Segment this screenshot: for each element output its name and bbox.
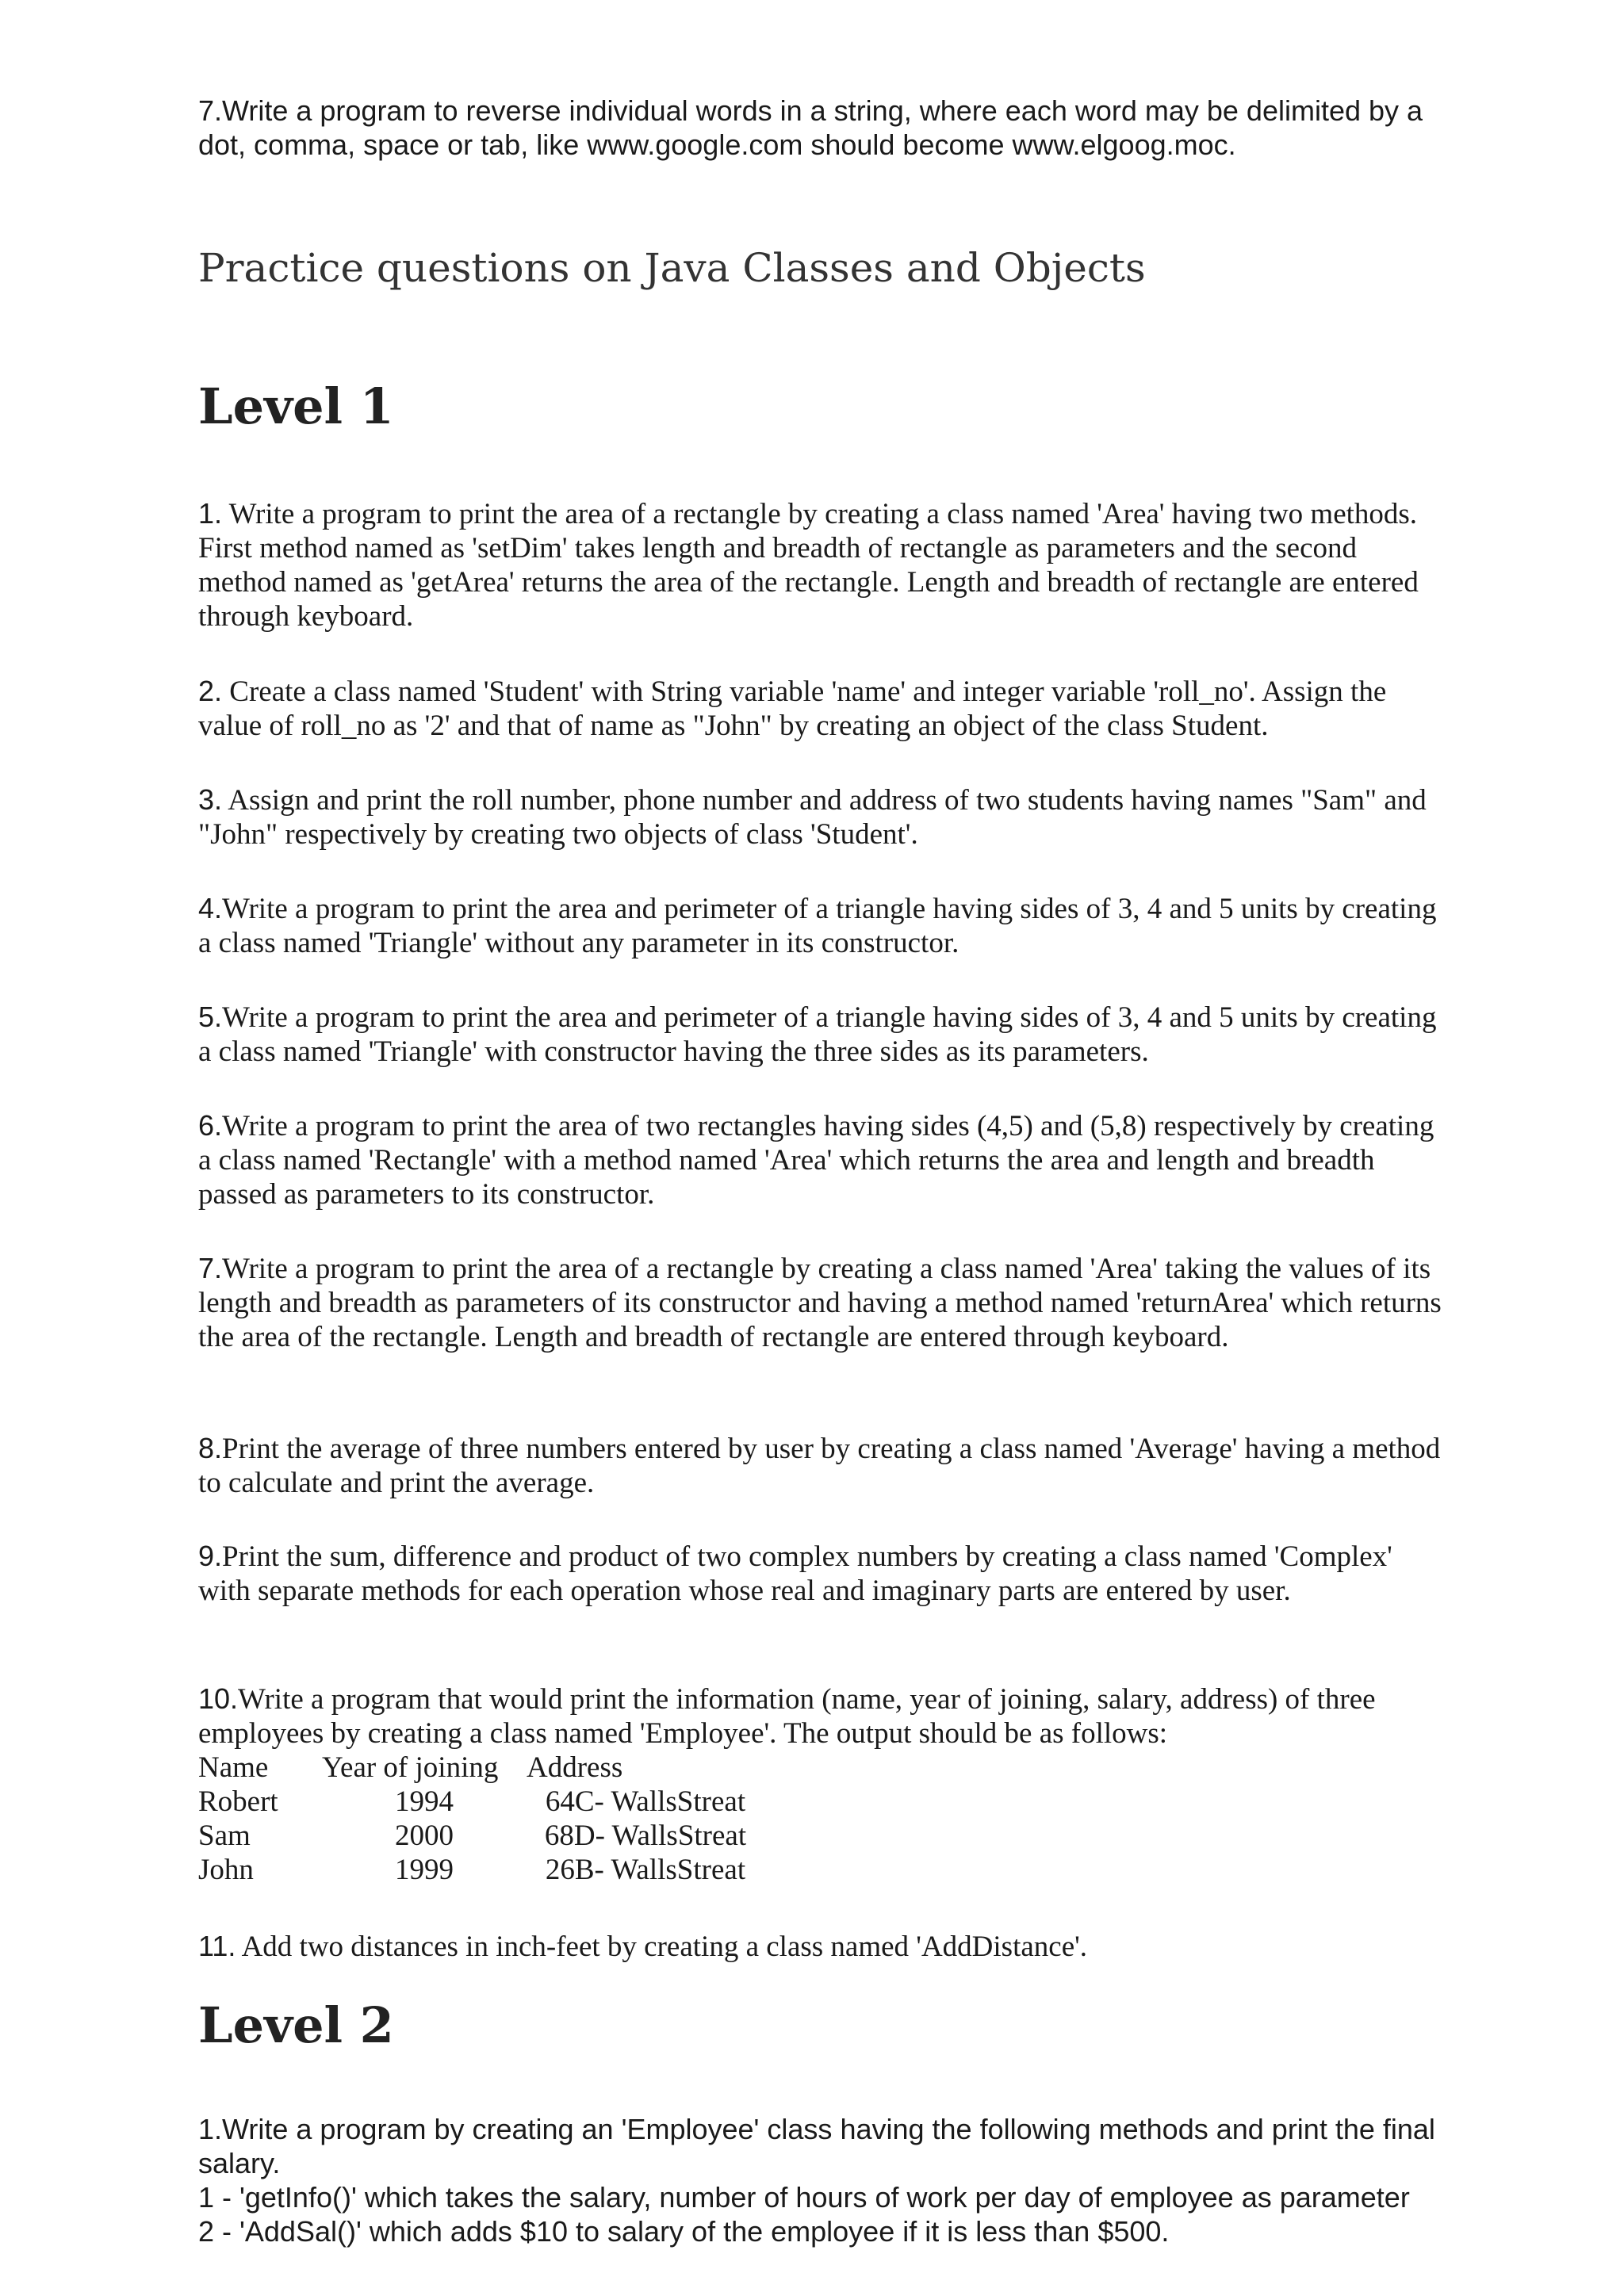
- question-number: 8.: [198, 1432, 223, 1464]
- question-10: [198, 1682, 1451, 1887]
- table-cell: 64C- WallsStreat: [545, 1785, 746, 1818]
- intro-question: 7.Write a program to reverse individual words in a string, where each word may be delimited by a dot, comma, space or tab, like www.google.com should become www.elgoog.moc.: [198, 94, 1423, 161]
- table-row: [198, 1819, 764, 1853]
- question-number: 7.: [198, 1252, 223, 1284]
- question-11: [198, 1929, 1451, 1964]
- table-header: Name: [198, 1751, 269, 1784]
- question-text: Add two distances in inch-feet by creating a class named 'AddDistance'.: [236, 1931, 1088, 1963]
- table-cell: John: [198, 1854, 254, 1886]
- level-2-heading: Level 2: [198, 1996, 394, 2054]
- table-cell: 2000: [395, 1820, 454, 1852]
- question-9: [198, 1539, 1451, 1608]
- table-cell: 1994: [395, 1785, 454, 1818]
- employee-output-table: [198, 1751, 764, 1887]
- question-text: Assign and print the roll number, phone number and address of two students having names "Sam" and "John" respectively by creating two objects of class 'Student'.: [198, 784, 1427, 851]
- question-7: [198, 1251, 1451, 1354]
- question-number: 11.: [198, 1930, 236, 1962]
- table-cell: 1999: [395, 1854, 454, 1886]
- question-text: Write a program to print the area of a rectangle by creating a class named 'Area' having two methods. First method named as 'setDim' takes length and breadth of rectangle as parameters and the second method named as 'getArea' returns the area of the rectangle. Length and breadth of rectangle are entered through keyboard.: [198, 498, 1419, 633]
- list-item: 2 - 'AddSal()' which adds $10 to salary of the employee if it is less than $500.: [198, 2215, 1170, 2248]
- table-cell: Sam: [198, 1820, 251, 1852]
- question-number: 2.: [198, 675, 223, 707]
- question-1: [198, 496, 1451, 633]
- table-header-row: [198, 1751, 764, 1785]
- question-text: 1.Write a program by creating an 'Employee' class having the following methods and print the final salary.: [198, 2113, 1435, 2179]
- question-number: 6.: [198, 1109, 223, 1142]
- question-4: [198, 891, 1451, 960]
- table-cell: 26B- WallsStreat: [545, 1854, 746, 1886]
- table-row: [198, 1785, 764, 1819]
- question-10-text-block: [198, 1682, 1451, 1751]
- question-text: Write a program to print the area and perimeter of a triangle having sides of 3, 4 and 5 units by creating a class named 'Triangle' without any parameter in its constructor.: [198, 893, 1437, 959]
- question-3: [198, 783, 1451, 851]
- table-cell: 68D- WallsStreat: [544, 1820, 747, 1852]
- question-text: Print the sum, difference and product of two complex numbers by creating a class named 'Complex' with separate methods for each operation whose real and imaginary parts are entered by user.: [198, 1540, 1392, 1607]
- question-text: Print the average of three numbers entered by user by creating a class named 'Average' having a method to calculate and print the average.: [198, 1433, 1441, 1499]
- page-subtitle: Practice questions on Java Classes and Objects: [198, 245, 1146, 291]
- question-text: Write a program to print the area of a rectangle by creating a class named 'Area' taking the values of its length and breadth as parameters of its constructor and having a method named 'returnArea' which returns the area of the rectangle. Length and breadth of rectangle are entered through keyboard.: [198, 1253, 1442, 1353]
- question-6: [198, 1108, 1451, 1211]
- question-number: 5.: [198, 1001, 223, 1033]
- question-number: 4.: [198, 892, 223, 924]
- table-cell: Robert: [198, 1785, 278, 1818]
- question-text: Create a class named 'Student' with String variable 'name' and integer variable 'roll_no'. Assign the value of roll_no as '2' and that of name as "John" by creating an object of the class Student.: [198, 675, 1387, 742]
- question-8: [198, 1431, 1451, 1500]
- question-5: [198, 1000, 1451, 1069]
- table-header: Address: [527, 1751, 623, 1784]
- question-number: 9.: [198, 1540, 223, 1572]
- question-number: 10.: [198, 1682, 239, 1715]
- question-text: Write a program to print the area of two rectangles having sides (4,5) and (5,8) respectively by creating a class named 'Rectangle' with a method named 'Area' which returns the area and length and breadth passed as parameters to its constructor.: [198, 1110, 1434, 1211]
- level-2-question-1: [198, 2112, 1451, 2248]
- question-text: Write a program that would print the information (name, year of joining, salary, address) of three employees by creating a class named 'Employee'. The output should be as follows:: [198, 1683, 1376, 1750]
- table-row: [198, 1853, 764, 1887]
- list-item: 1 - 'getInfo()' which takes the salary, number of hours of work per day of employee as parameter: [198, 2181, 1410, 2214]
- question-number: 1.: [198, 497, 223, 530]
- level-1-heading: Level 1: [198, 377, 394, 435]
- question-2: [198, 674, 1451, 743]
- table-header: Year of joining: [322, 1751, 499, 1784]
- question-text: Write a program to print the area and perimeter of a triangle having sides of 3, 4 and 5 units by creating a class named 'Triangle' with constructor having the three sides as its parameters.: [198, 1001, 1437, 1068]
- question-number: 3.: [198, 783, 223, 816]
